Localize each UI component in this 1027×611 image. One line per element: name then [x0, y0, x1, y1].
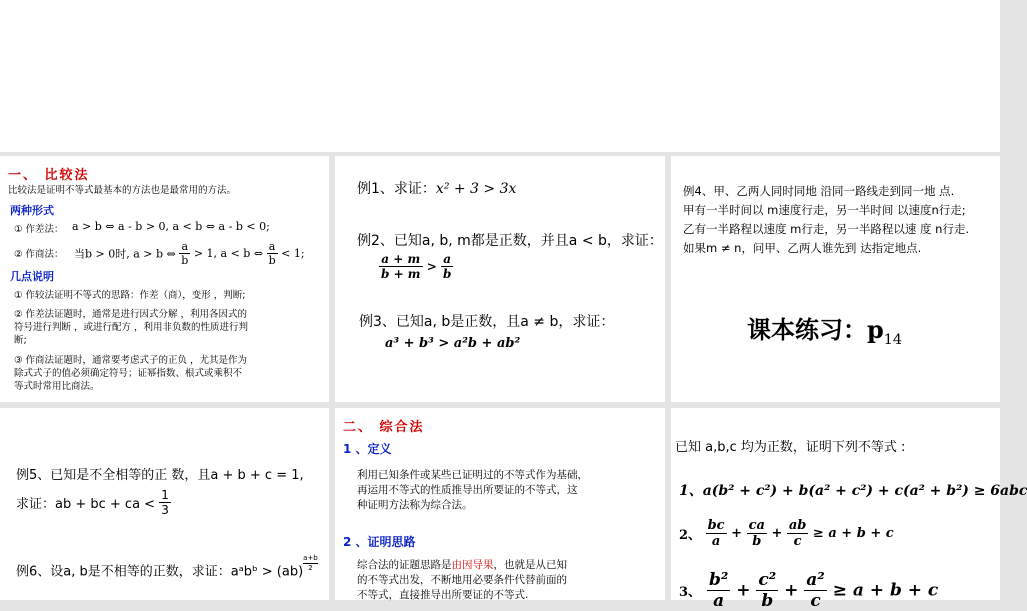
- panel-example-4: [671, 156, 1000, 402]
- note-2: ② 作差法证题时，通常是进行因式分解 ，利用各因式的 符号进行判断 ，或进行配方 ，利用非负数的性质进行判 断;: [14, 309, 249, 346]
- example-2-formula: $\frac{a + m}{b + m}$ > $\frac{a}{b}$: [381, 252, 452, 281]
- textbook-practice: 课本练习：$p_{14}$: [747, 315, 903, 348]
- example-5-line1: 例5、已知是不全相等的正 数，且a + b + c = 1,: [16, 468, 304, 483]
- exercise-title: 已知 a,b,c 均为正数，证明下列不等式 :: [675, 440, 906, 455]
- panel-comparison-method: [0, 156, 329, 402]
- proof-idea-text: 综合法的证题思路是由因导果，也就是从已知 的不等式出发，不断地用必要条件代替前面的 不等式，直接推导出所要证的不等式.: [357, 559, 567, 601]
- form2-formula: 当b > 0时, a > b ⇔ $\frac{a}{b}$ > 1, a < b ⇔ $\frac{a}{b}$ < 1;: [74, 240, 305, 267]
- note-1: ① 作较法证明不等式的思路：作差（商），变形 ，判断;: [14, 290, 246, 301]
- definition-text: 利用已知条件或某些已证明过的不等式作为基础， 再运用不等式的性质推导出所要证的不等式，这 种证明方法称为综合法。: [357, 469, 588, 511]
- panel-synthesis-method: [335, 408, 665, 600]
- example-1: 例1、求证：x² + 3 > 3x: [357, 181, 517, 197]
- exercise-1: 1、a(b² + c²) + b(a² + c²) + c(a² + b²) ≥ 6abc: [679, 483, 1027, 499]
- form2-label: ② 作商法：: [14, 249, 64, 260]
- example-5-line2: 求证：ab + bc + ca < $\frac{1}{3}$: [16, 488, 169, 517]
- intro-text: 比较法是证明不等式最基本的方法也是最常用的方法。: [8, 185, 237, 196]
- example-4-text: 例4、甲、乙两人同时同地 沿同一路线走到同一地 点. 甲有一半时间以 m速度行走，另一半时间 以速度n行走; 乙有一半路程以速度 m行走，另一半路程以速 度 n行走. 如果m ≠ n，问甲、乙两人谁先到 达指定地点.: [683, 184, 970, 255]
- panel-examples-5-6: [0, 408, 329, 600]
- form1-label: ① 作差法：: [14, 224, 64, 235]
- note-3: ③ 作商法证题时，通常要考虑式子的正负 ，尤其是作为 除式式子的值必须确定符号；证幂指数、根式或乘积不 等式时常用比商法。: [14, 355, 248, 392]
- section-heading-2: 二、 综合法: [343, 420, 425, 435]
- form1-formula: a > b ⇔ a - b > 0, a < b ⇔ a - b < 0;: [72, 220, 270, 233]
- forms-heading: 两种形式: [10, 204, 54, 217]
- section-heading: 一、 比较法: [8, 168, 90, 183]
- panel-exercises: [671, 408, 1027, 611]
- notes-heading: 几点说明: [10, 270, 54, 283]
- top-blank-area: [0, 0, 1000, 152]
- example-3-text: 例3、已知a, b是正数，且a ≠ b，求证：: [359, 314, 615, 330]
- example-6: 例6、设a, b是不相等的正数，求证：aᵃbᵇ > (ab) $^{\frac{a+b}{2}}$: [16, 554, 318, 580]
- exercise-2: 2、 $\frac{bc}{a}$ + $\frac{ca}{b}$ + $\frac{ab}{c}$ ≥ a + b + c: [679, 518, 894, 549]
- example-3-formula: a³ + b³ > a²b + ab²: [385, 336, 521, 351]
- definition-heading: 1 、定义: [343, 442, 392, 456]
- proof-idea-heading: 2 、证明思路: [343, 535, 416, 549]
- example-2-text: 例2、已知a, b, m都是正数，并且a < b，求证：: [357, 233, 663, 249]
- exercise-3: 3、 $\frac{\text{b²}}{a}$ + $\frac{\text{c²}}{b}$ + $\frac{\text{a²}}{c}$ ≥ a + b + c: [679, 570, 939, 611]
- panel-examples-1-3: [335, 156, 665, 402]
